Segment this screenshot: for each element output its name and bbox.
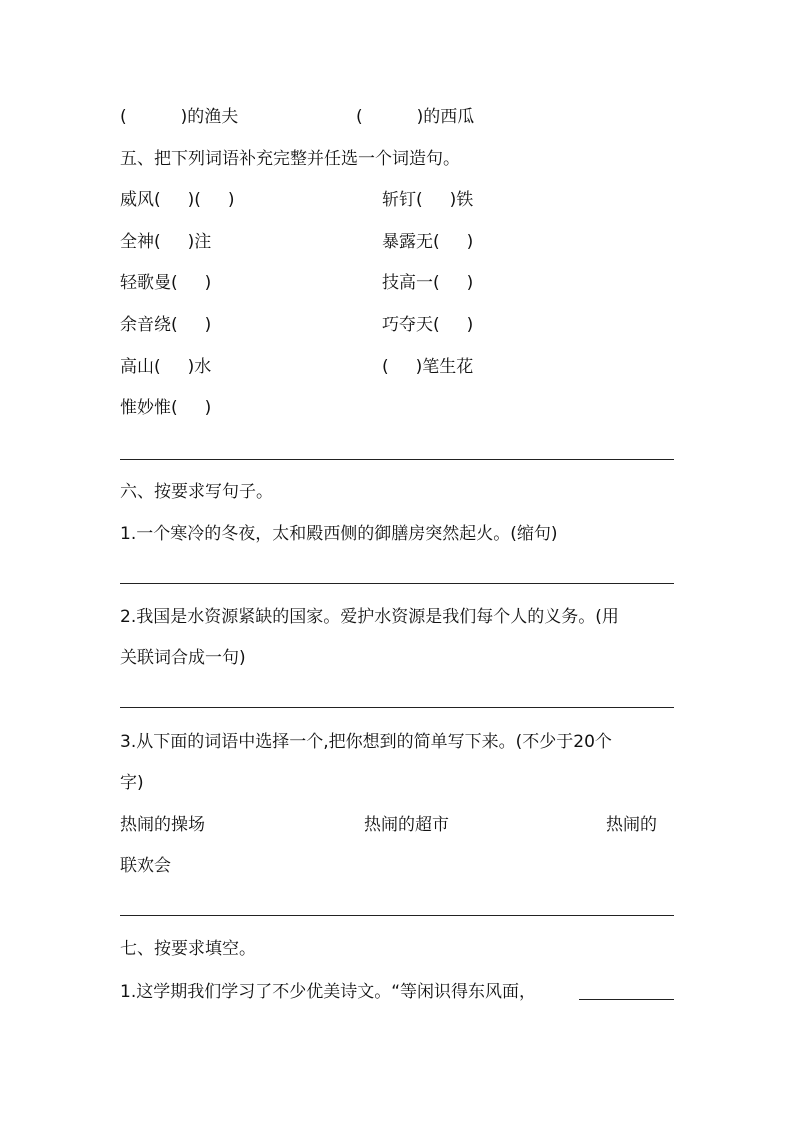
fill-blank-fisherman: ( )的渔夫: [120, 107, 239, 127]
idiom-right-3: 技高一( ): [382, 273, 474, 293]
idiom-right-1: 斩钉( )铁: [382, 190, 474, 210]
idiom-left-3: 轻歌曼( ): [120, 273, 212, 293]
idiom-right-2: 暴露无( ): [382, 232, 474, 252]
question-7-1: 1.这学期我们学习了不少优美诗文。“等闲识得东风面，: [120, 982, 537, 1002]
section-6-title: 六、按要求写句子。: [120, 482, 273, 502]
question-6-2-line-2: 关联词合成一句): [120, 648, 246, 668]
answer-line-6-3[interactable]: [120, 915, 674, 916]
idiom-left-2: 全神( )注: [120, 232, 212, 252]
answer-line-6-1[interactable]: [120, 583, 674, 584]
section-7-title: 七、按要求填空。: [120, 939, 256, 959]
fill-blank-7-1[interactable]: [579, 999, 674, 1000]
idiom-left-1: 威风( )( ): [120, 190, 235, 210]
idiom-right-5: ( )笔生花: [382, 357, 474, 377]
answer-line-section-5[interactable]: [120, 459, 674, 460]
option-playground: 热闹的操场: [120, 815, 205, 835]
section-5-title: 五、把下列词语补充完整并任选一个词造句。: [120, 149, 460, 169]
idiom-left-5: 高山( )水: [120, 357, 212, 377]
question-6-2-line-1: 2.我国是水资源紧缺的国家。爱护水资源是我们每个人的义务。(用: [120, 607, 619, 627]
fill-blank-watermelon: ( )的西瓜: [356, 107, 475, 127]
idiom-left-6: 惟妙惟( ): [120, 398, 212, 418]
idiom-left-4: 余音绕( ): [120, 315, 212, 335]
option-supermarket: 热闹的超市: [364, 815, 449, 835]
option-party-part-1: 热闹的: [606, 815, 657, 835]
question-6-3-line-2: 字): [120, 773, 144, 793]
answer-line-6-2[interactable]: [120, 707, 674, 708]
question-6-3-line-1: 3.从下面的词语中选择一个,把你想到的简单写下来。(不少于20个: [120, 732, 612, 752]
option-party-part-2: 联欢会: [120, 856, 171, 876]
idiom-right-4: 巧夺天( ): [382, 315, 474, 335]
question-6-1: 1.一个寒冷的冬夜，太和殿西侧的御膳房突然起火。(缩句): [120, 524, 558, 544]
